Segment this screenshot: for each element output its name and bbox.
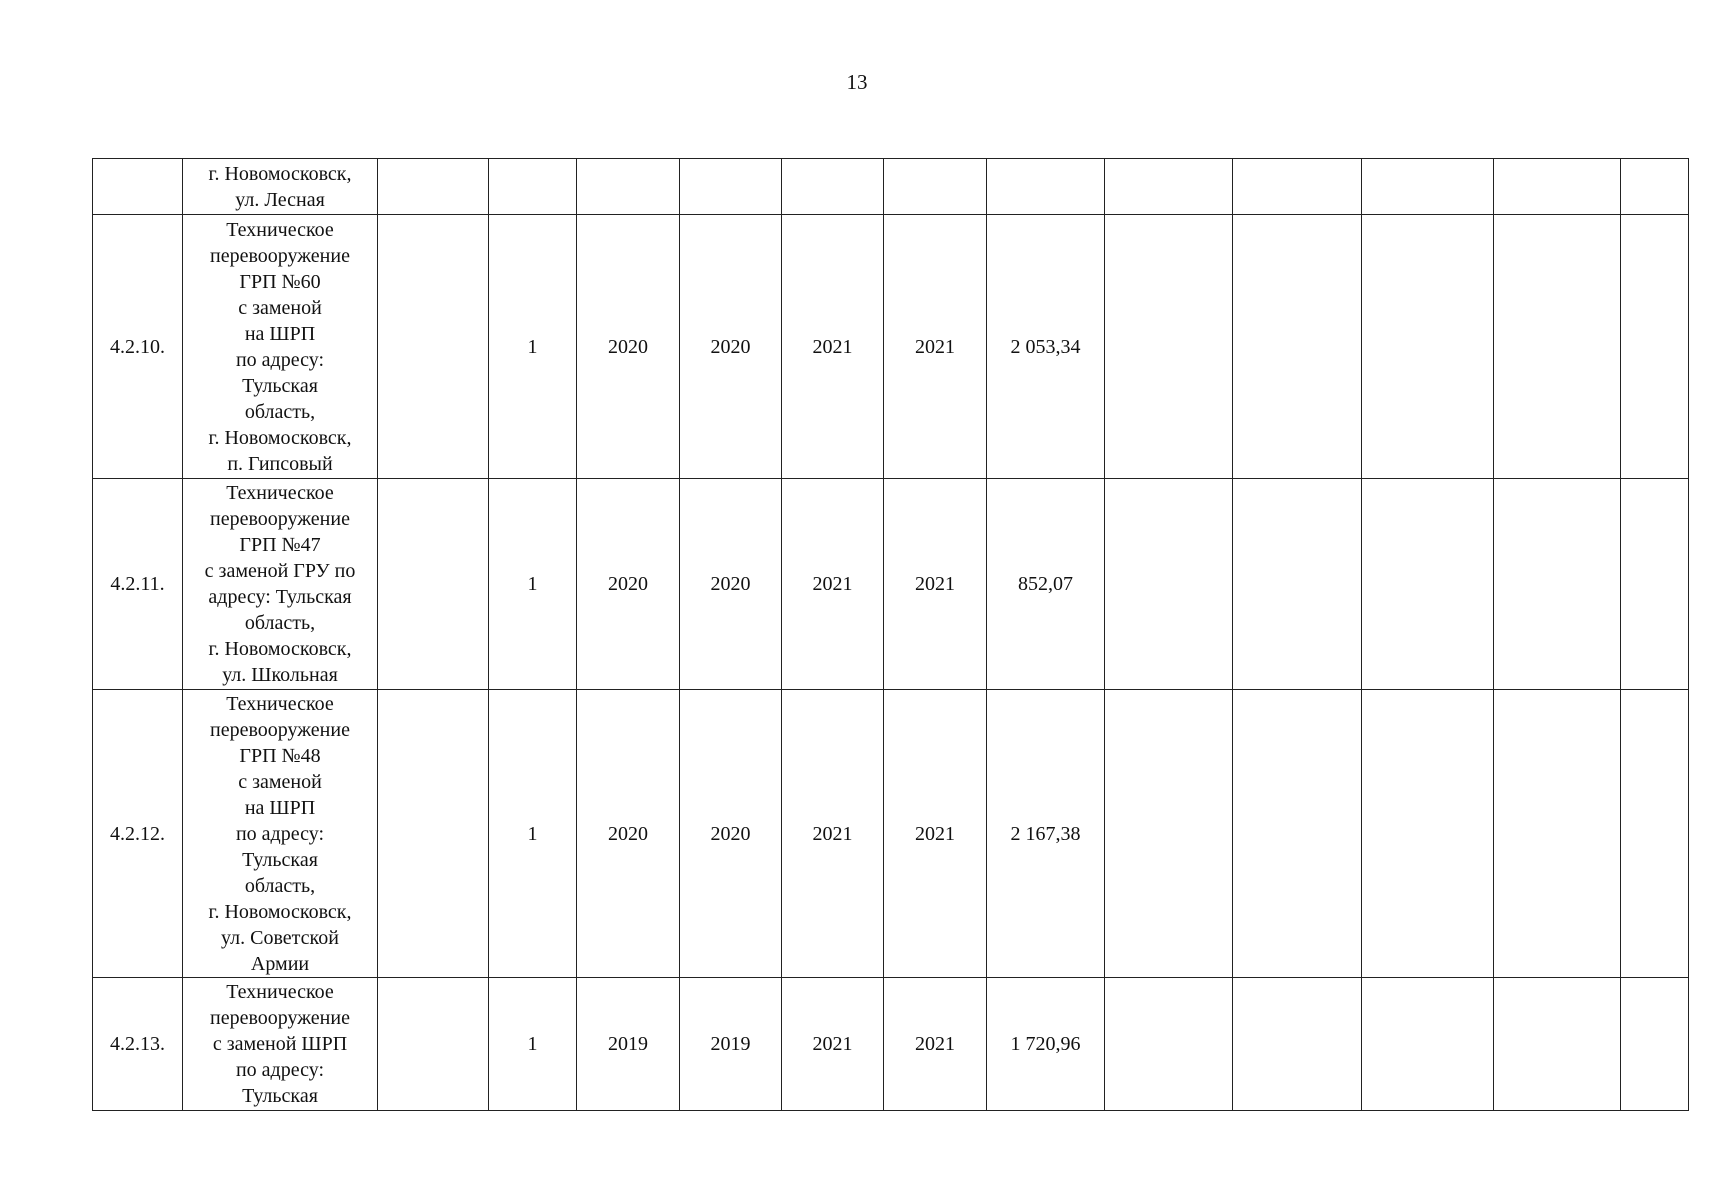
- row-cost: 1 720,96: [987, 978, 1105, 1111]
- row-number: 4.2.10.: [93, 215, 183, 479]
- row-quantity: 1: [489, 690, 577, 978]
- table-row: [93, 690, 1689, 978]
- empty-cell: [1105, 159, 1233, 215]
- empty-cell: [1105, 215, 1233, 479]
- table-row: [93, 215, 1689, 479]
- row-cost: 2 053,34: [987, 215, 1105, 479]
- row-year-1: 2020: [577, 690, 680, 978]
- empty-cell: [1233, 978, 1362, 1111]
- empty-cell: [1494, 215, 1621, 479]
- row-year-3: 2021: [782, 978, 884, 1111]
- row-year-1: 2020: [577, 215, 680, 479]
- row-cost: 852,07: [987, 479, 1105, 690]
- empty-cell: [1494, 690, 1621, 978]
- row-year-3: [782, 159, 884, 215]
- row-quantity: [489, 159, 577, 215]
- row-description: Техническое перевооружение ГРП №48 с заменой на ШРП по адресу: Тульская область, г. Новомосковск, ул. Советской Армии: [183, 690, 378, 978]
- row-year-4: [884, 159, 987, 215]
- row-year-2: 2020: [680, 690, 782, 978]
- row-year-4: 2021: [884, 479, 987, 690]
- row-number: 4.2.13.: [93, 978, 183, 1111]
- row-year-1: 2019: [577, 978, 680, 1111]
- row-year-2: [680, 159, 782, 215]
- row-year-4: 2021: [884, 690, 987, 978]
- empty-cell: [1621, 690, 1689, 978]
- empty-cell: [1621, 215, 1689, 479]
- empty-cell: [378, 978, 489, 1111]
- row-number: 4.2.12.: [93, 690, 183, 978]
- empty-cell: [1362, 159, 1494, 215]
- empty-cell: [1494, 978, 1621, 1111]
- row-quantity: 1: [489, 215, 577, 479]
- row-cost: [987, 159, 1105, 215]
- empty-cell: [1233, 479, 1362, 690]
- table-row: [93, 479, 1689, 690]
- empty-cell: [1105, 690, 1233, 978]
- row-year-3: 2021: [782, 479, 884, 690]
- row-year-2: 2020: [680, 215, 782, 479]
- empty-cell: [378, 479, 489, 690]
- table-row: [93, 159, 1689, 215]
- empty-cell: [1233, 159, 1362, 215]
- empty-cell: [378, 159, 489, 215]
- row-number: [93, 159, 183, 215]
- page-number: 13: [846, 70, 868, 94]
- empty-cell: [1494, 479, 1621, 690]
- row-quantity: 1: [489, 479, 577, 690]
- empty-cell: [1362, 690, 1494, 978]
- row-description: Техническое перевооружение с заменой ШРП по адресу: Тульская: [183, 978, 378, 1111]
- row-cost: 2 167,38: [987, 690, 1105, 978]
- row-description: Техническое перевооружение ГРП №47 с заменой ГРУ по адресу: Тульская область, г. Новомосковск, ул. Школьная: [183, 479, 378, 690]
- row-year-3: 2021: [782, 690, 884, 978]
- investment-table: [92, 158, 1689, 1111]
- empty-cell: [1233, 690, 1362, 978]
- empty-cell: [1105, 479, 1233, 690]
- row-year-2: 2020: [680, 479, 782, 690]
- row-year-4: 2021: [884, 978, 987, 1111]
- row-description: Техническое перевооружение ГРП №60 с заменой на ШРП по адресу: Тульская область, г. Новомосковск, п. Гипсовый: [183, 215, 378, 479]
- row-year-2: 2019: [680, 978, 782, 1111]
- empty-cell: [1233, 215, 1362, 479]
- row-year-3: 2021: [782, 215, 884, 479]
- row-year-1: [577, 159, 680, 215]
- row-quantity: 1: [489, 978, 577, 1111]
- empty-cell: [378, 215, 489, 479]
- row-number: 4.2.11.: [93, 479, 183, 690]
- empty-cell: [378, 690, 489, 978]
- row-description: г. Новомосковск, ул. Лесная: [183, 159, 378, 215]
- empty-cell: [1621, 159, 1689, 215]
- empty-cell: [1362, 978, 1494, 1111]
- table-row: [93, 978, 1689, 1111]
- empty-cell: [1621, 978, 1689, 1111]
- empty-cell: [1621, 479, 1689, 690]
- empty-cell: [1362, 215, 1494, 479]
- row-year-4: 2021: [884, 215, 987, 479]
- empty-cell: [1362, 479, 1494, 690]
- empty-cell: [1105, 978, 1233, 1111]
- empty-cell: [1494, 159, 1621, 215]
- row-year-1: 2020: [577, 479, 680, 690]
